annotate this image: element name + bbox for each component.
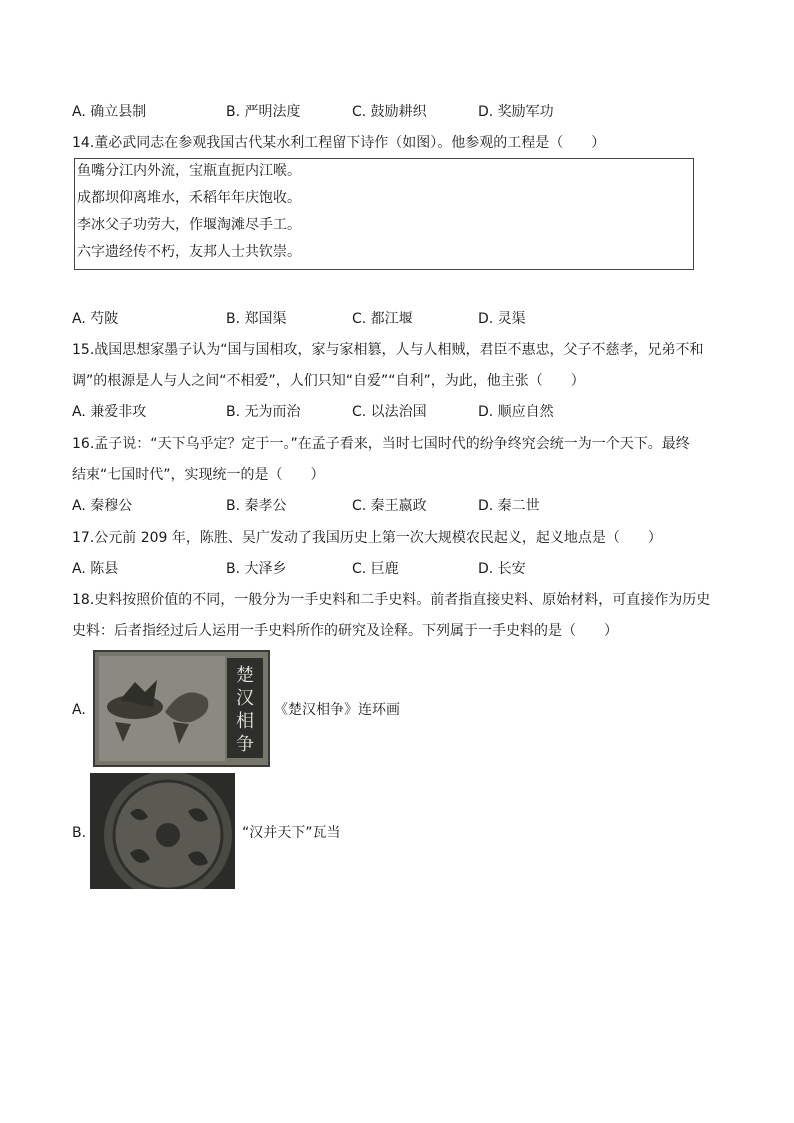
q16-option-a[interactable]: A. 秦穆公 xyxy=(72,498,133,514)
q15-options xyxy=(72,402,732,422)
comic-title-char: 相 xyxy=(236,711,254,732)
poem-line: 成都坝仰离堆水，禾稻年年庆饱收。 xyxy=(77,190,301,206)
q16-option-c[interactable]: C. 秦王嬴政 xyxy=(352,498,427,514)
q17-option-c[interactable]: C. 巨鹿 xyxy=(352,561,399,577)
q16-option-b[interactable]: B. 秦孝公 xyxy=(226,498,287,514)
q17-option-a[interactable]: A. 陈县 xyxy=(72,561,119,577)
comic-book-image[interactable] xyxy=(93,650,270,767)
comic-title-char: 汉 xyxy=(236,688,254,709)
q18-option-a-caption: 《楚汉相争》连环画 xyxy=(274,702,400,718)
q13-option-b[interactable]: B. 严明法度 xyxy=(226,104,301,120)
comic-title-char: 楚 xyxy=(236,665,254,686)
q15-stem-line1: 15.战国思想家墨子认为“国与国相攻，家与家相篡，人与人相贼，君臣不惠忠，父子不慈孝，兄弟不和 xyxy=(72,342,704,358)
comic-title-char: 争 xyxy=(236,734,254,755)
q18-stem-line2: 史料：后者指经过后人运用一手史料所作的研究及诠释。下列属于一手史料的是（ ） xyxy=(72,623,618,639)
q18-stem-line1: 18.史料按照价值的不同，一般分为一手史料和二手史料。前者指直接史料、原始材料，可直接作为历史 xyxy=(72,592,711,608)
q15-stem-line2: 调”的根源是人与人之间“不相爱”，人们只知“自爱”“自利”，为此，他主张（ ） xyxy=(72,373,585,389)
q17-option-b[interactable]: B. 大泽乡 xyxy=(226,561,287,577)
q16-stem-line1: 16.孟子说：“天下乌乎定？定于一。”在孟子看来，当时七国时代的纷争终究会统一为一个天下。最终 xyxy=(72,436,690,452)
q16-option-d[interactable]: D. 秦二世 xyxy=(478,498,540,514)
q14-option-c[interactable]: C. 都江堰 xyxy=(352,311,413,327)
q15-option-a[interactable]: A. 兼爱非攻 xyxy=(72,404,147,420)
poem-line: 鱼嘴分江内外流，宝瓶直扼内江喉。 xyxy=(77,163,301,179)
q15-option-b[interactable]: B. 无为而治 xyxy=(226,404,301,420)
q13-option-a[interactable]: A. 确立县制 xyxy=(72,104,147,120)
q18-option-b-caption: “汉并天下”瓦当 xyxy=(242,825,341,841)
q15-option-c[interactable]: C. 以法治国 xyxy=(352,404,427,420)
q17-stem: 17.公元前 209 年，陈胜、吴广发动了我国历史上第一次大规模农民起义，起义地点是（ ） xyxy=(72,530,662,546)
q18-option-b-letter[interactable]: B. xyxy=(72,825,87,841)
tile-end-illustration xyxy=(90,773,235,889)
q17-option-d[interactable]: D. 长安 xyxy=(478,561,526,577)
q14-options xyxy=(72,309,732,329)
q13-option-d[interactable]: D. 奖励军功 xyxy=(478,104,554,120)
poem-line: 六字遗经传不朽，友邦人士共钦崇。 xyxy=(77,244,301,260)
tile-end-image[interactable] xyxy=(90,773,235,889)
q14-option-b[interactable]: B. 郑国渠 xyxy=(226,311,287,327)
q13-option-c[interactable]: C. 鼓励耕织 xyxy=(352,104,427,120)
q16-options xyxy=(72,496,732,516)
q14-poem-box xyxy=(74,158,694,270)
q14-option-d[interactable]: D. 灵渠 xyxy=(478,311,526,327)
q13-options xyxy=(72,102,732,122)
q14-stem: 14.董必武同志在参观我国古代某水利工程留下诗作（如图）。他参观的工程是（ ） xyxy=(72,135,606,151)
comic-title-vertical xyxy=(230,664,260,756)
q18-option-a-letter[interactable]: A. xyxy=(72,702,86,718)
poem-line: 李冰父子功劳大，作堰淘滩尽手工。 xyxy=(77,217,301,233)
q14-option-a[interactable]: A. 芍陂 xyxy=(72,311,119,327)
q15-option-d[interactable]: D. 顺应自然 xyxy=(478,404,554,420)
q16-stem-line2: 结束“七国时代”，实现统一的是（ ） xyxy=(72,467,325,483)
q17-options xyxy=(72,559,732,579)
